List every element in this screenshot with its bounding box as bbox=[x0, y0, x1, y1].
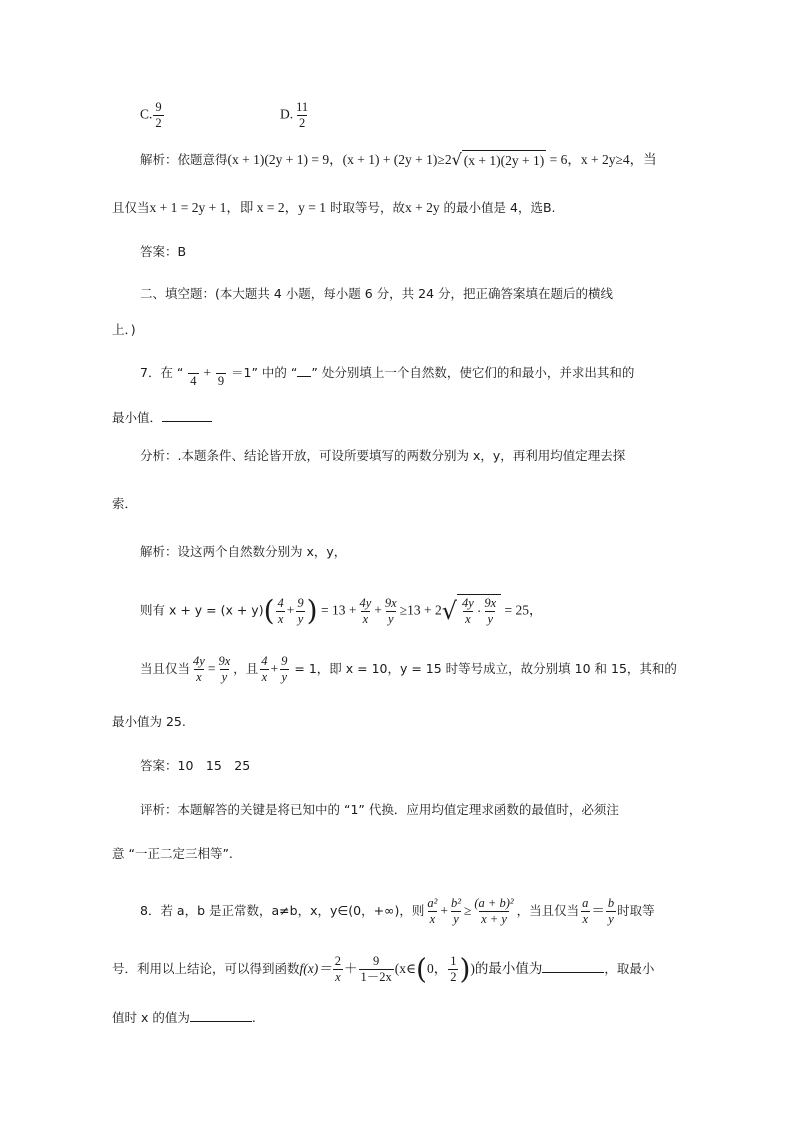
answer-blank[interactable] bbox=[542, 960, 604, 973]
q7-stem-line1: 7．在 “ 4 + 9 ＝1” 中的 “ ” 处分别填上一个自然数，使它们的和最小，并求出其和的 bbox=[140, 358, 634, 389]
q7-min-value: 最小值为 25. bbox=[112, 714, 186, 729]
blank-mark bbox=[297, 366, 311, 377]
q6-analysis-line2: 且仅当x + 1 = 2y + 1，即 x = 2，y = 1 时取等号，故x + 2y 的最小值是 4，选B. bbox=[112, 200, 556, 215]
q7-fenxi-line2: 索． bbox=[112, 496, 138, 511]
section2-heading-line2: 上．) bbox=[112, 322, 136, 337]
option-c: C. $\frac{9}{2}$ bbox=[140, 100, 162, 130]
option-c-fraction: $\frac{9}{2}$ bbox=[155, 100, 162, 130]
section2-heading-line1: 二、填空题：(本大题共 4 小题，每小题 6 分，共 24 分，把正确答案填在题后的横线 bbox=[140, 286, 614, 301]
q7-jiexi: 解析：设这两个自然数分别为 x，y， bbox=[140, 544, 347, 559]
q7-blank-fraction-1: 4 bbox=[190, 374, 197, 388]
q6-analysis-line1: 解析：依题意得(x + 1)(2y + 1) = 9，(x + 1) + (2y + 1)≥2 √ (x + 1)(2y + 1) = 6，x + 2y≥4，当 bbox=[140, 150, 657, 169]
q7-blank-fraction-2: 9 bbox=[217, 374, 225, 388]
q8-stem-line1: 8．若 a，b 是正常数，a≠b，x，y∈(0，+∞)，则 $\frac{\text{a²}}{x}$ + $\frac{\text{b²}}{y}$ ≥ $\frac{\text{(a + b)²}}{x + y}$ ，当且仅当 $\frac{a}{x}$ ＝ $\frac{b}{y}$ 时取等 bbox=[140, 896, 655, 926]
q7-fenxi-line1: 分析：.本题条件、结论皆开放，可设所要填写的两数分别为 x，y，再利用均值定理去探 bbox=[140, 448, 626, 463]
sqrt-expression: √ (x + 1)(2y + 1) bbox=[451, 150, 545, 169]
option-d-fraction: $\frac{11}{2}$ bbox=[296, 100, 309, 130]
q7-condition: 当且仅当 $\frac{4y}{x}$ = $\frac{9x}{y}$ ，且 $\frac{4}{x}$ + $\frac{9}{y}$ = 1，即 x = 10，y = 15 时等号成立，故分别填 10 和 15，其和的 bbox=[140, 654, 677, 684]
q7-equation: 则有 x + y = (x + y)( $\frac{4}{x}$ + $\frac{9}{y}$ ) = 13 + $\frac{4y}{x}$ + $\frac{9x}{y}$ ≥13 + 2 √ $\frac{4y}{x}$ · $\frac{9x}{y}$ = 25， bbox=[140, 594, 543, 627]
q6-answer: 答案：B bbox=[140, 244, 187, 259]
q7-comment-line1: 评析：本题解答的关键是将已知中的 “1” 代换．应用均值定理求函数的最值时，必须注 bbox=[140, 802, 619, 817]
option-d: D. $\frac{11}{2}$ bbox=[280, 100, 309, 130]
answer-blank[interactable] bbox=[190, 1009, 252, 1022]
q7-comment-line2: 意 “一正二定三相等”. bbox=[112, 846, 233, 861]
q7-answer: 答案：10 15 25 bbox=[140, 758, 251, 773]
q7-stem-line2: 最小值． bbox=[112, 408, 212, 429]
q8-stem-line3: 值时 x 的值为 . bbox=[112, 1010, 256, 1025]
answer-blank[interactable] bbox=[162, 409, 212, 422]
sqrt-expression: √ $\frac{4y}{x}$ · $\frac{9x}{y}$ bbox=[442, 594, 501, 628]
q8-stem-line2: 号．利用以上结论，可以得到函数f(x)＝ $\frac{2}{x}$ ＋ $\frac{9}{1-2x}$ (x∈(0， $\frac{1}{2}$ ))的最小值为 ，取最小 bbox=[112, 952, 655, 986]
